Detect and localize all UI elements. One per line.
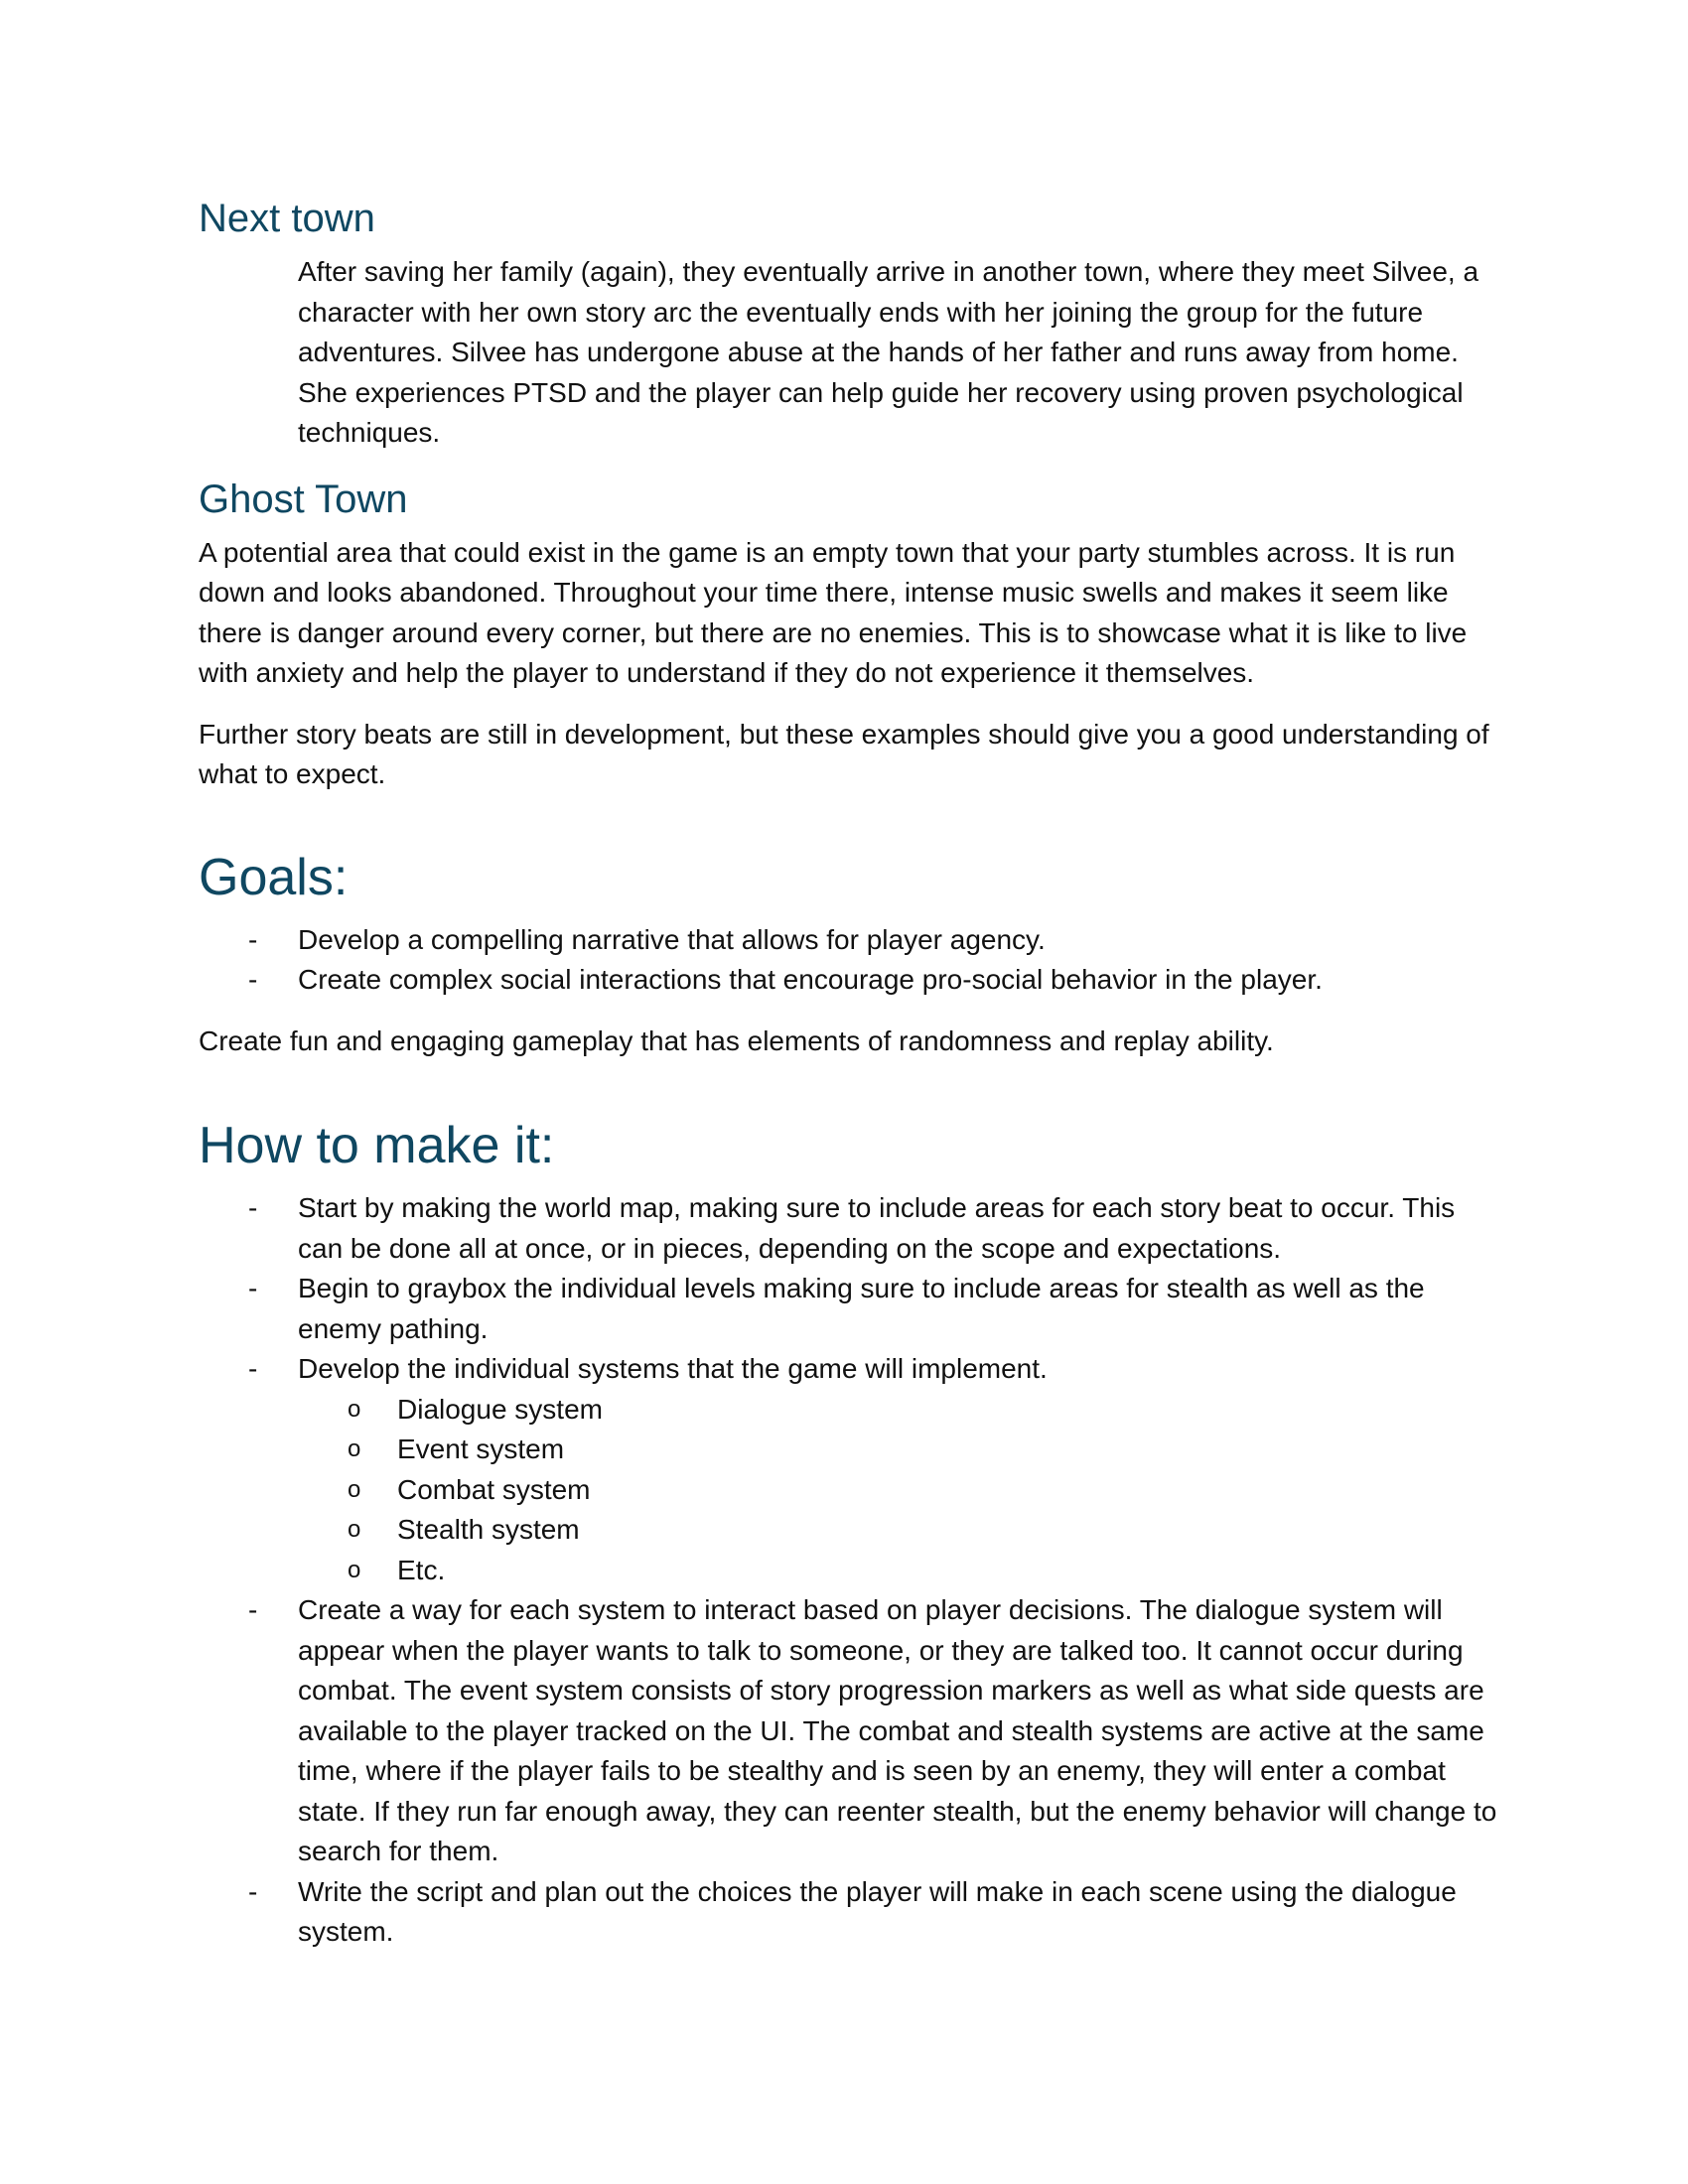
dash-bullet: -: [248, 1353, 258, 1384]
paragraph-next-town: After saving her family (again), they eventually arrive in another town, where they meet Silvee, a character with her own story arc the eventually ends with her joining the group for the future adventures. Silvee has undergone abuse at the hands of her father and runs away from home. She experiences PTSD and the player can help guide her recovery using proven psychological techniques.: [298, 256, 1479, 448]
dash-bullet: -: [248, 1875, 258, 1907]
how-to-list: [199, 1188, 1499, 1390]
sublist-item-text: Stealth system: [397, 1514, 580, 1545]
circle-bullet: o: [348, 1435, 361, 1462]
list-item-text: Create a way for each system to interact based on player decisions. The dialogue system will appear when the player wants to talk to someone, or they are talked too. It cannot occur during combat. The event system consists of story progression markers as well as what side quests are available to the player tracked on the UI. The combat and stealth systems are active at the same time, where if the player fails to be stealthy and is seen by an enemy, they will enter a combat state. If they run far enough away, they can reenter stealth, but the enemy behavior will change to search for them.: [298, 1594, 1497, 1866]
goals-list: [199, 920, 1499, 1001]
dash-bullet: -: [248, 1594, 258, 1625]
sublist-item: [199, 1470, 1499, 1511]
list-item-text: Begin to graybox the individual levels making sure to include areas for stealth as well as the enemy pathing.: [298, 1273, 1425, 1344]
sublist-item: [199, 1510, 1499, 1551]
sublist-item-text: Dialogue system: [397, 1393, 603, 1425]
list-item: [199, 1349, 1499, 1390]
list-item-text: Develop a compelling narrative that allows for player agency.: [298, 923, 1046, 955]
sublist-item: [199, 1430, 1499, 1470]
circle-bullet: o: [348, 1516, 361, 1543]
dash-bullet: -: [248, 1192, 258, 1223]
list-item: [199, 920, 1499, 961]
paragraph-further-story: Further story beats are still in development, but these examples should give you a good understanding of what to expect.: [199, 718, 1489, 789]
circle-bullet: o: [348, 1395, 361, 1423]
list-item: [199, 1188, 1499, 1269]
systems-sublist: [199, 1390, 1499, 1591]
list-item: [199, 1590, 1499, 1872]
how-to-list-continued: [199, 1590, 1499, 1953]
dash-bullet: -: [248, 964, 258, 995]
list-item-text: Develop the individual systems that the game will implement.: [298, 1353, 1048, 1384]
paragraph-goals-after: Create fun and engaging gameplay that has elements of randomness and replay ability.: [199, 1024, 1274, 1056]
list-item: [199, 1872, 1499, 1953]
list-item-text: Write the script and plan out the choices the player will make in each scene using the dialogue system.: [298, 1875, 1457, 1947]
sublist-item-text: Etc.: [397, 1554, 446, 1585]
sublist-item: [199, 1551, 1499, 1591]
list-item: [199, 960, 1499, 1001]
sublist-item-text: Event system: [397, 1433, 565, 1464]
sublist-item-text: Combat system: [397, 1473, 591, 1505]
heading-how-to-make-it: How to make it:: [199, 1117, 555, 1174]
list-item-text: Start by making the world map, making sure to include areas for each story beat to occur. This can be done all at once, or in pieces, depending on the scope and expectations.: [298, 1192, 1456, 1264]
sublist-item: [199, 1390, 1499, 1431]
heading-ghost-town: Ghost Town: [199, 477, 408, 521]
list-item: [199, 1269, 1499, 1349]
paragraph-ghost-town: A potential area that could exist in the game is an empty town that your party stumbles across. It is run down and looks abandoned. Throughout your time there, intense music swells and makes it seem like there is danger around every corner, but there are no enemies. This is to showcase what it is like to live with anxiety and help the player to understand if they do not experience it themselves.: [199, 536, 1468, 688]
list-item-text: Create complex social interactions that encourage pro-social behavior in the player.: [298, 964, 1323, 995]
circle-bullet: o: [348, 1556, 361, 1583]
dash-bullet: -: [248, 1273, 258, 1303]
heading-goals: Goals:: [199, 848, 349, 906]
heading-next-town: Next town: [199, 197, 375, 240]
document-page: [199, 191, 1499, 1953]
dash-bullet: -: [248, 923, 258, 955]
circle-bullet: o: [348, 1475, 361, 1503]
